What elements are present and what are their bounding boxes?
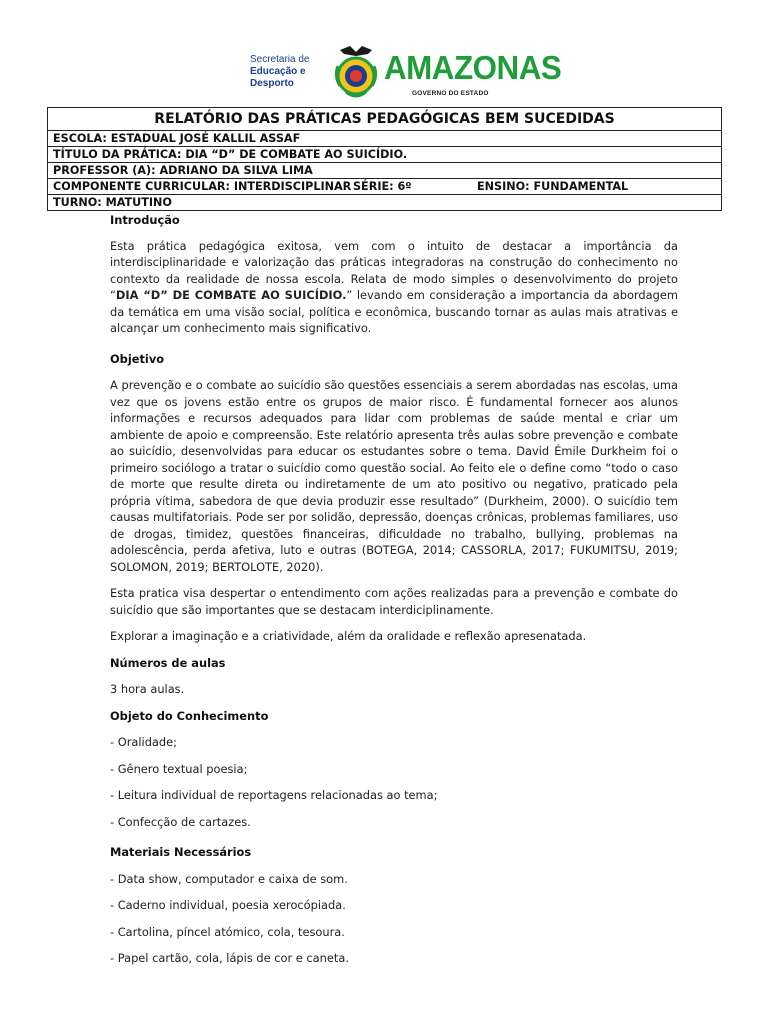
numero-aulas-value: 3 hora aulas. (110, 682, 185, 696)
introducao-text-b: ” levando em consideração a importancia da abordagem da temática em uma visão social, política e econômica, buscando tornar as aulas mais atrativas e alcançar um conhecimento mais significativo. (110, 288, 678, 335)
introducao-heading: Introdução (110, 213, 180, 227)
turno-field: TURNO: MATUTINO (48, 195, 722, 211)
project-name: DIA “D” DE COMBATE AO SUICÍDIO. (115, 288, 347, 302)
materiais-heading: Materiais Necessários (110, 845, 252, 859)
numero-aulas-heading: Números de aulas (110, 655, 226, 670)
secretaria-line1: Secretaria de (250, 54, 310, 65)
list-item: - Cartolina, píncel atómico, cola, tesoura. (110, 924, 345, 939)
objetivo-heading: Objetivo (110, 351, 165, 366)
objetivo-paragraph-2: Esta pratica visa despertar o entendimento com ações realizadas para a prevenção e combate do suicídio que são importantes que se destacam interdiciplinamente. (110, 586, 678, 617)
amazonas-wordmark: AMAZONAS (384, 49, 562, 86)
ensino-field: ENSINO: FUNDAMENTAL (477, 180, 629, 193)
report-header-table (47, 107, 722, 211)
secretaria-line2: Educação e (250, 66, 306, 77)
list-item: - Oralidade; (110, 735, 177, 749)
componente-row (48, 179, 722, 195)
report-body (110, 212, 678, 967)
secretaria-logo (250, 54, 309, 90)
objetivo-paragraph-3: Explorar a imaginação e a criatividade, além da oralidade e reflexão apresenatada. (110, 629, 587, 643)
serie-field: SÉRIE: 6º (353, 180, 412, 193)
header-logos (250, 42, 562, 102)
escola-field: ESCOLA: ESTADUAL JOSÉ KALLIL ASSAF (48, 131, 722, 147)
list-item: - Caderno individual, poesia xerocópiada. (110, 898, 346, 912)
objeto-conhecimento-heading: Objeto do Conhecimento (110, 708, 269, 723)
introducao-text-a: Esta prática pedagógica exitosa, vem com o intuito de destacar a importância da interdisciplinaridade e valorização das práticas integradoras na construção do conhecimento no contexto da realidade de nossa escola. Relata de modo simples o desenvolvimento do projeto “ (110, 238, 678, 302)
list-item: - Data show, computador e caixa de som. (110, 871, 348, 886)
secretaria-line3: Desporto (250, 78, 294, 89)
objetivo-paragraph-1: A prevenção e o combate ao suicídio são questões essenciais a serem abordadas nas escolas, uma vez que os jovens estão entre os grupos de maior risco. É fundamental fornecer aos alunos informações e recursos adequados para lidar com problemas de saúde mental e criar um ambiente de apoio e compreensão. Este relatório apresenta três aulas sobre prevenção e combate ao suicídio, desenvolvidas para educar os estudantes sobre o tema. David Émile Durkheim foi o primeiro sociólogo a tratar o suicídio como questão social. Ao feito ele o define como “todo o caso de morte que resulte direta ou indiretamente de um ato positivo ou negativo, praticado pela própria vítima, sabedora de que devia produzir esse resultado” (Durkheim, 2000). O suicídio tem causas multifatoriais. Pode ser por solidão, depressão, doenças crônicas, problemas familiares, uso de drogas, timidez, questões financeiras, dificuldade no trabalho, bullying, problemas na adolescência, perda afetiva, luto e outras (BOTEGA, 2014; CASSORLA, 2017; FUKUMITSU, 2019; SOLOMON, 2019; BERTOLOTE, 2020). (110, 378, 678, 574)
professor-field: PROFESSOR (A): ADRIANO DA SILVA LIMA (48, 163, 722, 179)
list-item: - Gênero textual poesia; (110, 761, 248, 776)
list-item: - Papel cartão, cola, lápis de cor e caneta. (110, 951, 349, 965)
componente-field: COMPONENTE CURRICULAR: INTERDISCIPLINAR (53, 180, 352, 193)
list-item: - Leitura individual de reportagens relacionadas ao tema; (110, 788, 438, 802)
introducao-paragraph (110, 238, 678, 337)
report-title: RELATÓRIO DAS PRÁTICAS PEDAGÓGICAS BEM SUCEDIDAS (48, 108, 722, 131)
governo-label: GOVERNO DO ESTADO (412, 90, 489, 97)
amazonas-crest-icon (332, 42, 380, 102)
titulo-pratica-field: TÍTULO DA PRÁTICA: DIA “D” DE COMBATE AO SUICÍDIO. (48, 147, 722, 163)
list-item: - Confecção de cartazes. (110, 814, 251, 829)
